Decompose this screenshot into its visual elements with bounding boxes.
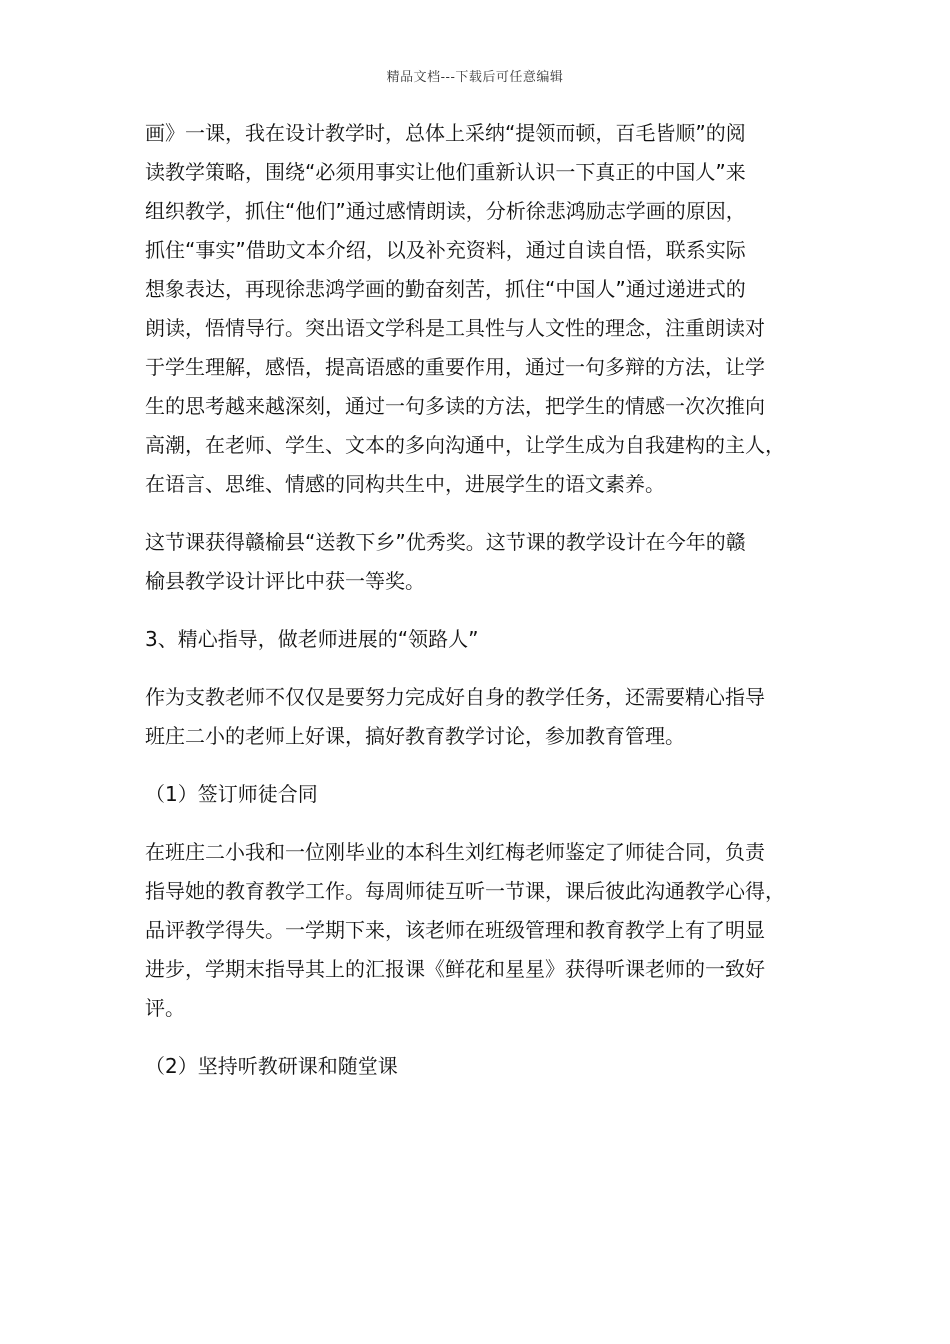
text-line: （1）签订师徒合同: [145, 782, 318, 806]
paragraph-gap: [145, 756, 805, 775]
text-line: 班庄二小的老师上好课，搞好教育教学讨论，参加教育管理。: [145, 724, 685, 748]
text-line: 朗读，悟情导行。突出语文学科是工具性与人文性的理念，注重朗读对: [145, 316, 765, 340]
paragraph-gap: [145, 659, 805, 678]
text-line: 画》一课，我在设计教学时，总体上采纳“提领而顿，百毛皆顺”的阅: [145, 121, 746, 145]
text-line: 生的思考越来越深刻，通过一句多读的方法，把学生的情感一次次推向: [145, 394, 765, 418]
text-line: 榆县教学设计评比中获一等奖。: [145, 569, 425, 593]
subheading-contract: [145, 775, 805, 814]
text-line: 这节课获得赣榆县“送教下乡”优秀奖。这节课的教学设计在今年的赣: [145, 530, 746, 554]
paragraph-gap: [145, 1028, 805, 1047]
paragraph-award: [145, 523, 805, 601]
paragraph-gap: [145, 814, 805, 833]
text-line: 组织教学，抓住“他们”通过感情朗读，分析徐悲鸿励志学画的原因，: [145, 199, 746, 223]
text-line: 抓住“事实”借助文本介绍，以及补充资料，通过自读自悟，联系实际: [145, 238, 746, 262]
paragraph-gap: [145, 504, 805, 523]
page-header: 精品文档---下载后可任意编辑: [386, 70, 564, 85]
text-line: 进步，学期末指导其上的汇报课《鲜花和星星》获得听课老师的一致好: [145, 957, 765, 981]
paragraph-mentorship: [145, 833, 805, 1028]
text-line: 作为支教老师不仅仅是要努力完成好自身的教学任务，还需要精心指导: [145, 685, 765, 709]
text-line: 在班庄二小我和一位刚毕业的本科生刘红梅老师鉴定了师徒合同，负责: [145, 840, 765, 864]
paragraph-guidance-intro: [145, 678, 805, 756]
paragraph-gap: [145, 601, 805, 620]
text-line: 指导她的教育教学工作。每周师徒互听一节课，课后彼此沟通教学心得，: [145, 879, 785, 903]
text-line: （2）坚持听教研课和随堂课: [145, 1054, 398, 1078]
subheading-lessons: [145, 1047, 805, 1086]
text-line: 评。: [145, 996, 185, 1020]
text-line: 想象表达，再现徐悲鸿学画的勤奋刻苦，抓住“中国人”通过递进式的: [145, 277, 746, 301]
text-line: 读教学策略，围绕“必须用事实让他们重新认识一下真正的中国人”来: [145, 160, 746, 184]
text-line: 3、精心指导，做老师进展的“领路人”: [145, 627, 479, 651]
paragraph-teaching-design: [145, 114, 805, 504]
section-heading-guidance: [145, 620, 805, 659]
text-line: 品评教学得失。一学期下来，该老师在班级管理和教育教学上有了明显: [145, 918, 765, 942]
text-line: 于学生理解，感悟，提高语感的重要作用，通过一句多辩的方法，让学: [145, 355, 765, 379]
text-line: 在语言、思维、情感的同构共生中，进展学生的语文素养。: [145, 472, 665, 496]
text-line: 高潮，在老师、学生、文本的多向沟通中，让学生成为自我建构的主人，: [145, 433, 785, 457]
document-body: [145, 114, 805, 1086]
